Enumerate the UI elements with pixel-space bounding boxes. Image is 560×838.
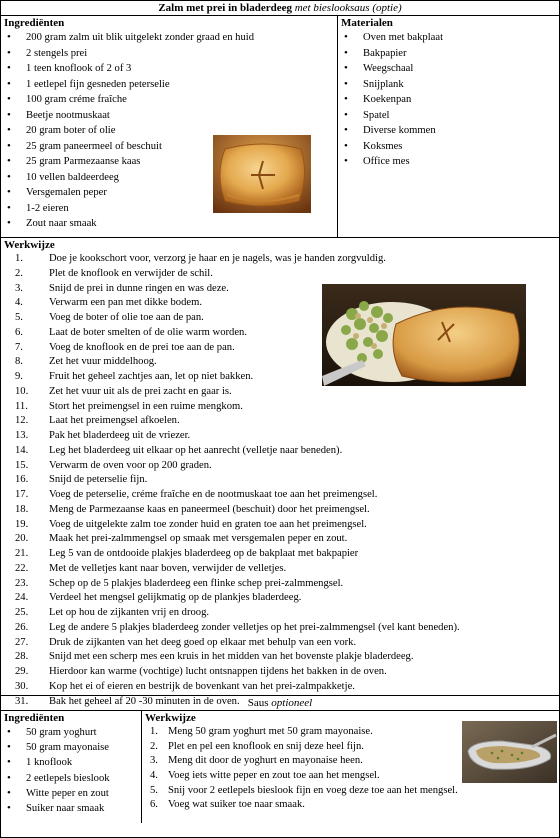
list-item: • 200 gram zalm uit blik uitgelekt zonder graad en huid	[1, 30, 337, 46]
saus-ingredients-list	[1, 725, 141, 816]
list-item	[142, 798, 559, 813]
step-text: Verwarm de oven voor op 200 graden.	[49, 459, 212, 471]
step-text: Plet en pel een knoflook en snij deze heel fijn.	[168, 740, 364, 752]
step-number: 27.	[15, 636, 29, 648]
step-text: Bak het geheel af 20 -30 minuten in de oven.	[49, 695, 240, 707]
recipe-title-sub: met bieslooksaus (optie)	[294, 2, 402, 14]
list-item	[1, 636, 559, 651]
saus-ingredients-heading: Ingrediënten	[4, 712, 65, 724]
step-number: 26.	[15, 621, 29, 633]
step-number: 1.	[150, 726, 158, 737]
step-text: Meng dit door de yoghurt en mayonaise heen.	[168, 755, 363, 767]
step-text: Hierdoor kan warme (vochtige) lucht ontsnappen tijdens het bakken in de oven.	[49, 666, 387, 677]
list-item: • 25 gram Parmezaanse kaas	[1, 154, 337, 170]
materials-list	[338, 30, 559, 170]
list-item: • 1 knoflook	[1, 755, 141, 770]
materials-section	[338, 16, 559, 237]
list-item: • 100 gram créme fraîche	[1, 92, 337, 108]
list-item	[1, 488, 559, 503]
list-item	[1, 621, 559, 636]
step-number: 2.	[150, 740, 158, 752]
list-item: • Koksmes	[338, 139, 559, 155]
saus-werkwijze-heading: Werkwijze	[145, 712, 196, 724]
list-item: • 10 vellen baldeerdeeg	[1, 170, 337, 186]
list-item	[1, 591, 559, 606]
step-number: 29.	[15, 666, 29, 677]
saus-title-sub: optioneel	[271, 697, 313, 709]
list-item	[1, 429, 559, 444]
step-text: Leg 5 van de ontdooide plakjes bladerdeeg op de bakplaat met bakpapier	[49, 548, 359, 559]
step-number: 14.	[15, 444, 29, 456]
step-text: Schep op de 5 plakjes bladerdeeg een flinke schep prei-zalmmengsel.	[49, 577, 344, 589]
step-text: Leg de andere 5 plakjes bladerdeeg zonder velletjes op het prei-zalmmengsel (vel kant beneden).	[49, 621, 460, 633]
list-item: • Witte peper en zout	[1, 786, 141, 801]
list-item	[1, 252, 559, 267]
step-text: Voeg de uitgelekte zalm toe zonder huid en graten toe aan het preimengsel.	[49, 518, 367, 530]
step-number: 8.	[15, 356, 23, 368]
step-text: Meng 50 gram yoghurt met 50 gram mayonaise.	[168, 726, 373, 737]
step-number: 4.	[150, 770, 158, 782]
list-item: • Bakpapier	[338, 46, 559, 62]
list-item	[1, 532, 559, 547]
saus-ingredients-section	[1, 711, 142, 823]
step-text: Met de velletjes kant naar boven, verwijder de velletjes.	[49, 562, 287, 574]
step-text: Voeg iets witte peper en zout toe aan het mengsel.	[168, 770, 380, 782]
step-text: Snijd met een scherp mes een kruis in het midden van het bovenste plakje bladerdeeg.	[49, 651, 414, 663]
step-text: Leg het bladerdeeg uit elkaar op het aanrecht (velletje naar beneden).	[49, 444, 343, 456]
list-item	[1, 562, 559, 577]
step-number: 2.	[15, 267, 23, 279]
list-item	[1, 577, 559, 592]
list-item	[1, 444, 559, 459]
list-item	[1, 414, 559, 429]
step-number: 22.	[15, 562, 29, 574]
step-number: 5.	[15, 312, 23, 323]
step-text: Zet het vuur uit als de prei zacht en gaar is.	[49, 385, 232, 397]
step-number: 18.	[15, 503, 29, 515]
list-item: • 20 gram boter of olie	[1, 123, 337, 139]
step-number: 25.	[15, 607, 29, 618]
list-item: • 1-2 eieren	[1, 201, 337, 217]
list-item	[1, 665, 559, 680]
list-item	[1, 385, 559, 400]
list-item: • Beetje nootmuskaat	[1, 108, 337, 124]
step-number: 12.	[15, 415, 29, 427]
step-number: 6.	[150, 799, 158, 811]
list-item: • Spatel	[338, 108, 559, 124]
step-text: Voeg de knoflook en de prei toe aan de pan.	[49, 341, 235, 353]
list-item	[1, 680, 559, 695]
step-number: 5.	[150, 784, 158, 796]
step-text: Zet het vuur middelhoog.	[49, 356, 157, 368]
pastry-photo	[213, 135, 311, 213]
list-item	[1, 400, 559, 415]
step-number: 9.	[15, 371, 23, 382]
list-item	[1, 606, 559, 621]
step-number: 16.	[15, 474, 29, 486]
list-item: • 2 stengels prei	[1, 46, 337, 62]
step-text: Voeg wat suiker toe naar smaak.	[168, 799, 305, 811]
ingredients-section	[1, 16, 338, 237]
step-text: Fruit het geheel zachtjes aan, let op niet bakken.	[49, 371, 254, 382]
list-item	[1, 695, 559, 710]
werkwijze-heading: Werkwijze	[4, 239, 55, 251]
step-text: Doe je kookschort voor, verzorg je haar en je nagels, was je handen zorgvuldig.	[49, 253, 386, 264]
step-number: 7.	[15, 341, 23, 353]
step-text: Druk de zijkanten van het deeg goed op elkaar met behulp van een vork.	[49, 636, 357, 648]
step-number: 1.	[15, 253, 23, 264]
step-number: 31.	[15, 695, 29, 707]
step-number: 6.	[15, 326, 23, 338]
step-number: 21.	[15, 548, 29, 559]
list-item	[1, 459, 559, 474]
list-item: • 2 eetlepels bieslook	[1, 771, 141, 786]
step-number: 13.	[15, 430, 29, 441]
list-item: • 50 gram mayonaise	[1, 740, 141, 755]
step-text: Snij voor 2 eetlepels bieslook fijn en voeg deze toe aan het mengsel.	[168, 784, 458, 796]
list-item: • Snijplank	[338, 77, 559, 93]
step-number: 30.	[15, 680, 29, 692]
step-text: Verwarm een pan met dikke bodem.	[49, 297, 202, 309]
list-item: • Suiker naar smaak	[1, 801, 141, 816]
ingredients-heading: Ingrediënten	[4, 17, 65, 29]
list-item: • Versgemalen peper	[1, 185, 337, 201]
step-number: 3.	[15, 282, 23, 294]
step-text: Voeg de peterselie, créme fraîche en de nootmuskaat toe aan het preimengsel.	[49, 489, 378, 500]
step-number: 19.	[15, 518, 29, 530]
saus-werkwijze-section	[142, 711, 559, 823]
step-text: Pak het bladerdeeg uit de vriezer.	[49, 430, 191, 441]
list-item: • Diverse kommen	[338, 123, 559, 139]
step-number: 15.	[15, 459, 29, 471]
step-number: 23.	[15, 577, 29, 589]
step-text: Verdeel het mengsel gelijkmatig op de plankjes bladerdeeg.	[49, 592, 302, 604]
step-text: Plet de knoflook en verwijder de schil.	[49, 267, 213, 279]
step-number: 3.	[150, 755, 158, 767]
list-item: • Koekenpan	[338, 92, 559, 108]
step-number: 4.	[15, 297, 23, 309]
list-item	[1, 267, 559, 282]
step-text: Stort het preimengsel in een ruime mengkom.	[49, 400, 243, 412]
ingredients-materials-row	[1, 16, 559, 238]
step-number: 20.	[15, 533, 29, 545]
list-item: • Weegschaal	[338, 61, 559, 77]
saus-section	[1, 711, 559, 823]
step-text: Maak het prei-zalmmengsel op smaak met versgemalen peper en zout.	[49, 533, 348, 545]
step-text: Snijd de peterselie fijn.	[49, 474, 148, 486]
list-item: • Office mes	[338, 154, 559, 170]
step-text: Snijd de prei in dunne ringen en was deze.	[49, 282, 229, 294]
step-text: Kop het ei of eieren en bestrijk de bovenkant van het prei-zalmpakketje.	[49, 680, 355, 692]
dish-photo	[322, 284, 526, 386]
list-item	[1, 518, 559, 533]
recipe-title-main: Zalm met prei in bladerdeeg	[158, 2, 292, 14]
step-number: 24.	[15, 592, 29, 604]
step-text: Voeg de boter of olie toe aan de pan.	[49, 312, 204, 323]
list-item: • Zout naar smaak	[1, 216, 337, 232]
sauce-photo	[462, 721, 557, 783]
step-number: 28.	[15, 651, 29, 663]
list-item	[1, 650, 559, 665]
list-item	[1, 547, 559, 562]
list-item: • Oven met bakplaat	[338, 30, 559, 46]
list-item: • 1 eetlepel fijn gesneden peterselie	[1, 77, 337, 93]
step-text: Let op hou de zijkanten vrij en droog.	[49, 607, 210, 618]
list-item: • 1 teen knoflook of 2 of 3	[1, 61, 337, 77]
list-item: • 25 gram paneermeel of beschuit	[1, 139, 337, 155]
recipe-title	[1, 1, 559, 16]
step-number: 11.	[15, 400, 28, 412]
saus-title-main: Saus	[247, 697, 269, 709]
step-number: 10.	[15, 385, 29, 397]
step-number: 17.	[15, 489, 29, 500]
step-text: Meng de Parmezaanse kaas en paneermeel (beschuit) door het preimengsel.	[49, 503, 370, 515]
list-item	[1, 503, 559, 518]
list-item: • 50 gram yoghurt	[1, 725, 141, 740]
materials-heading: Materialen	[341, 17, 393, 29]
step-text: Laat de boter smelten of de olie warm worden.	[49, 326, 247, 338]
list-item	[142, 784, 559, 799]
step-text: Laat het preimengsel afkoelen.	[49, 415, 180, 427]
list-item	[1, 473, 559, 488]
